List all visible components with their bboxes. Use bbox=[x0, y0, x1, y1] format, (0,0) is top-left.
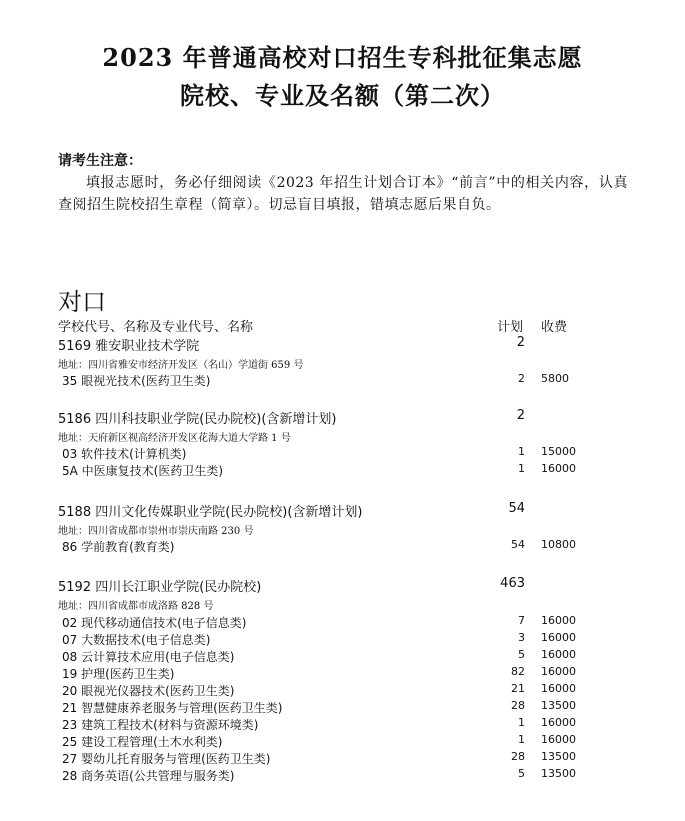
major-row bbox=[58, 665, 174, 682]
major-fee: 16000 bbox=[541, 462, 576, 475]
major-name: 35 眼视光技术(医药卫生类) bbox=[62, 374, 211, 388]
major-fee: 5800 bbox=[541, 372, 569, 385]
major-name: 08 云计算技术应用(电子信息类) bbox=[62, 650, 235, 664]
major-plan: 21 bbox=[511, 682, 525, 695]
major-row bbox=[58, 372, 210, 389]
major-plan: 5 bbox=[518, 767, 525, 780]
major-name: 19 护理(医药卫生类) bbox=[62, 667, 175, 681]
major-name: 02 现代移动通信技术(电子信息类) bbox=[62, 616, 247, 630]
major-row bbox=[58, 538, 174, 555]
major-row bbox=[58, 767, 234, 784]
school-plan: 463 bbox=[500, 576, 525, 591]
major-fee: 13500 bbox=[541, 699, 576, 712]
major-row bbox=[58, 614, 246, 631]
major-plan: 1 bbox=[518, 716, 525, 729]
major-row bbox=[58, 716, 258, 733]
major-name: 20 眼视光仪器技术(医药卫生类) bbox=[62, 684, 235, 698]
major-plan: 28 bbox=[511, 699, 525, 712]
column-header-school-major: 学校代号、名称及专业代号、名称 bbox=[58, 320, 254, 335]
major-row bbox=[58, 733, 222, 750]
section-heading: 对口 bbox=[58, 288, 106, 316]
major-plan: 7 bbox=[518, 614, 525, 627]
major-name: 03 软件技术(计算机类) bbox=[62, 447, 187, 461]
major-fee: 10800 bbox=[541, 538, 576, 551]
school-plan: 2 bbox=[516, 335, 525, 350]
major-fee: 16000 bbox=[541, 733, 576, 746]
major-name: 25 建设工程管理(土木水利类) bbox=[62, 735, 223, 749]
notice-body: 填报志愿时，务必仔细阅读《2023 年招生计划合订本》“前言”中的相关内容，认真查阅招生院校招生章程（简章）。切忌盲目填报，错填志愿后果自负。 bbox=[58, 175, 628, 213]
major-fee: 13500 bbox=[541, 767, 576, 780]
major-fee: 16000 bbox=[541, 614, 576, 627]
major-plan: 54 bbox=[511, 538, 525, 551]
major-plan: 2 bbox=[518, 372, 525, 385]
column-header-plan: 计划 bbox=[497, 320, 524, 335]
major-name: 23 建筑工程技术(材料与资源环境类) bbox=[62, 718, 259, 732]
major-name: 07 大数据技术(电子信息类) bbox=[62, 633, 211, 647]
document-title-line2: 院校、专业及名额（第二次） bbox=[180, 81, 505, 110]
document-title-line1: 2023 年普通高校对口招生专科批征集志愿 bbox=[102, 43, 583, 72]
school-address: 地址：四川省成都市崇州市崇庆南路 230 号 bbox=[58, 526, 254, 537]
major-plan: 82 bbox=[511, 665, 525, 678]
major-row bbox=[58, 631, 210, 648]
major-row bbox=[58, 648, 234, 665]
major-plan: 1 bbox=[518, 445, 525, 458]
major-name: 86 学前教育(教育类) bbox=[62, 540, 175, 554]
major-fee: 15000 bbox=[541, 445, 576, 458]
major-fee: 16000 bbox=[541, 716, 576, 729]
major-row bbox=[58, 699, 282, 716]
major-name: 21 智慧健康养老服务与管理(医药卫生类) bbox=[62, 701, 283, 715]
major-plan: 3 bbox=[518, 631, 525, 644]
major-plan: 5 bbox=[518, 648, 525, 661]
major-plan: 1 bbox=[518, 462, 525, 475]
notice-heading: 请考生注意： bbox=[58, 153, 142, 169]
school-name: 5169 雅安职业技术学院 bbox=[58, 339, 200, 354]
major-row bbox=[58, 462, 223, 479]
school-plan: 54 bbox=[508, 501, 525, 516]
major-name: 27 婴幼儿托育服务与管理(医药卫生类) bbox=[62, 752, 271, 766]
school-name: 5192 四川长江职业学院(民办院校) bbox=[58, 580, 262, 595]
major-plan: 1 bbox=[518, 733, 525, 746]
column-header-fee: 收费 bbox=[541, 320, 568, 335]
major-row bbox=[58, 750, 270, 767]
major-fee: 16000 bbox=[541, 665, 576, 678]
major-row bbox=[58, 682, 234, 699]
major-fee: 16000 bbox=[541, 682, 576, 695]
school-address: 地址：四川省雅安市经济开发区（名山）学道街 659 号 bbox=[58, 360, 304, 371]
school-address: 地址：天府新区视高经济开发区花海大道大学路 1 号 bbox=[58, 433, 291, 444]
major-fee: 16000 bbox=[541, 648, 576, 661]
school-name: 5186 四川科技职业学院(民办院校)(含新增计划) bbox=[58, 412, 337, 427]
major-name: 28 商务英语(公共管理与服务类) bbox=[62, 769, 235, 783]
school-name: 5188 四川文化传媒职业学院(民办院校)(含新增计划) bbox=[58, 505, 363, 520]
major-fee: 16000 bbox=[541, 631, 576, 644]
major-fee: 13500 bbox=[541, 750, 576, 763]
school-plan: 2 bbox=[516, 408, 525, 423]
major-plan: 28 bbox=[511, 750, 525, 763]
major-name: 5A 中医康复技术(医药卫生类) bbox=[62, 464, 224, 478]
major-row bbox=[58, 445, 186, 462]
school-address: 地址：四川省成都市成洛路 828 号 bbox=[58, 601, 214, 612]
